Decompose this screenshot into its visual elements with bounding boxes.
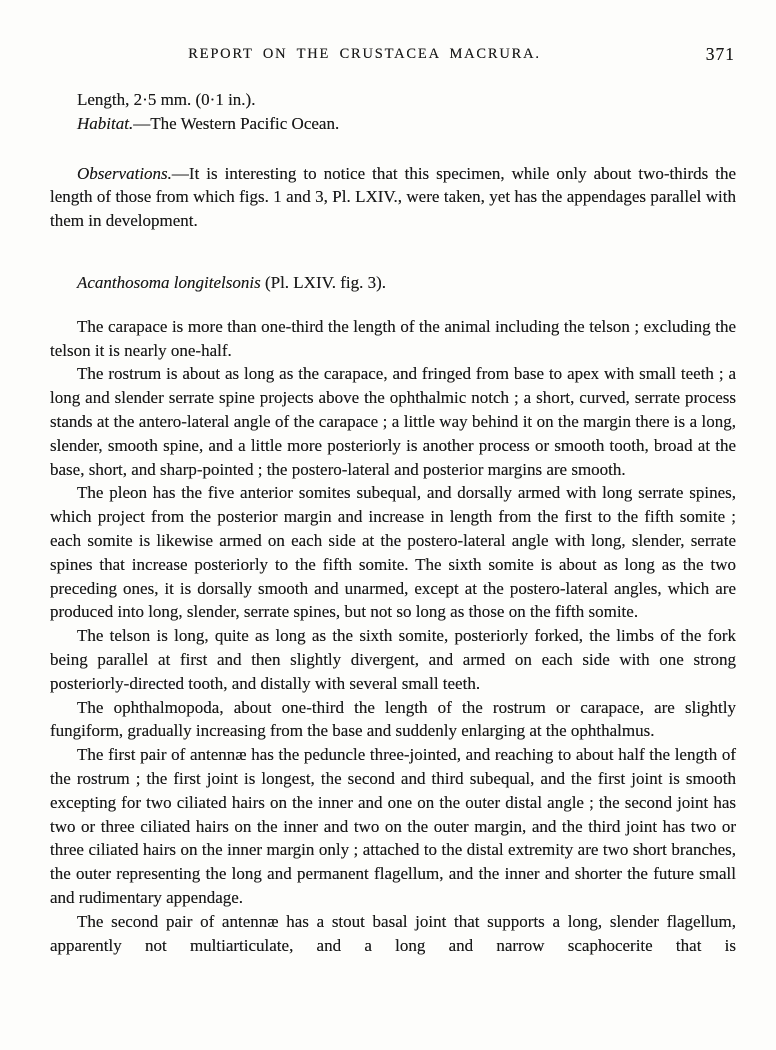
species-heading [50,271,736,295]
species-name: Acanthosoma longitelsonis [77,272,261,292]
body-paragraph-carapace: The carapace is more than one-third the length of the animal including the telson ; excluding the telson it is nearly one-half. [50,316,736,360]
body-paragraph-rostrum: The rostrum is about as long as the carapace, and fringed from base to apex with small teeth ; a long and slender serrate spine projects above the ophthalmic notch ; a short, curved, serrate process stands at the antero-lateral angle of the carapace ; a little way behind it on the margin there is a long, slender, smooth spine, and a little more posteriorly is another process or smooth tooth, broad at the base, short, and sharp-pointed ; the postero-lateral and posterior margins are smooth. [50,364,736,479]
page-header [50,46,735,66]
species-reference: (Pl. LXIV. fig. 3). [260,272,386,292]
body-paragraph-second-antennae: The second pair of antennæ has a stout basal joint that supports a long, slender flagellum, apparently not multiarticulate, and a long and narrow scaphocerite that is [50,911,736,955]
habitat-text: —The Western Pacific Ocean. [133,113,340,133]
body-paragraph-telson: The telson is long, quite as long as the sixth somite, posteriorly forked, the limbs of the fork being parallel at first and then slightly divergent, and armed on each side with one strong posteriorly-directed tooth, and distally with several small teeth. [50,626,736,693]
body-paragraph-first-antennae: The first pair of antennæ has the peduncle three-jointed, and reaching to about half the length of the rostrum ; the first joint is longest, the second and third subequal, and the first joint is smooth excepting for two ciliated hairs on the inner and one on the outer distal angle ; the second joint has two or three ciliated hairs on the inner and two on the outer margin, and the third joint has two or three ciliated hairs on the inner margin only ; attached to the distal extremity are two short branches, the outer representing the long and permanent flagellum, and the inner and shorter the future small and rudimentary appendage. [50,745,736,907]
body-paragraph-pleon: The pleon has the five anterior somites subequal, and dorsally armed with long serrate spines, which project from the posterior margin and increase in length from the first to the fifth somite ; each somite is likewise armed on each side at the postero-lateral angle with long, slender, serrate spines that increase posteriorly to the fifth somite. The sixth somite is about as long as the two preceding ones, it is dorsally smooth and unarmed, except at the postero-lateral angles, which are produced into long, slender, serrate spines, but not so long as those on the fifth somite. [50,483,736,622]
observations-paragraph [50,162,736,233]
habitat-label: Habitat. [77,113,134,133]
observations-text: —It is interesting to notice that this specimen, while only about two-thirds the length of those from which figs. 1 and 3, Pl. LXIV., were taken, yet has the appendages parallel with them in development. [50,163,736,231]
page-number: 371 [705,44,735,64]
body-paragraph-ophthalmopoda: The ophthalmopoda, about one-third the length of the rostrum or carapace, are slightly fungiform, gradually increasing from the base and suddenly enlarging at the ophthalmus. [50,697,736,741]
page-body [50,88,736,957]
habitat-line [50,112,736,136]
running-title: REPORT ON THE CRUSTACEA MACRURA. [188,46,541,62]
length-line: Length, 2·5 mm. (0·1 in.). [77,90,256,109]
observations-label: Observations. [77,163,172,183]
